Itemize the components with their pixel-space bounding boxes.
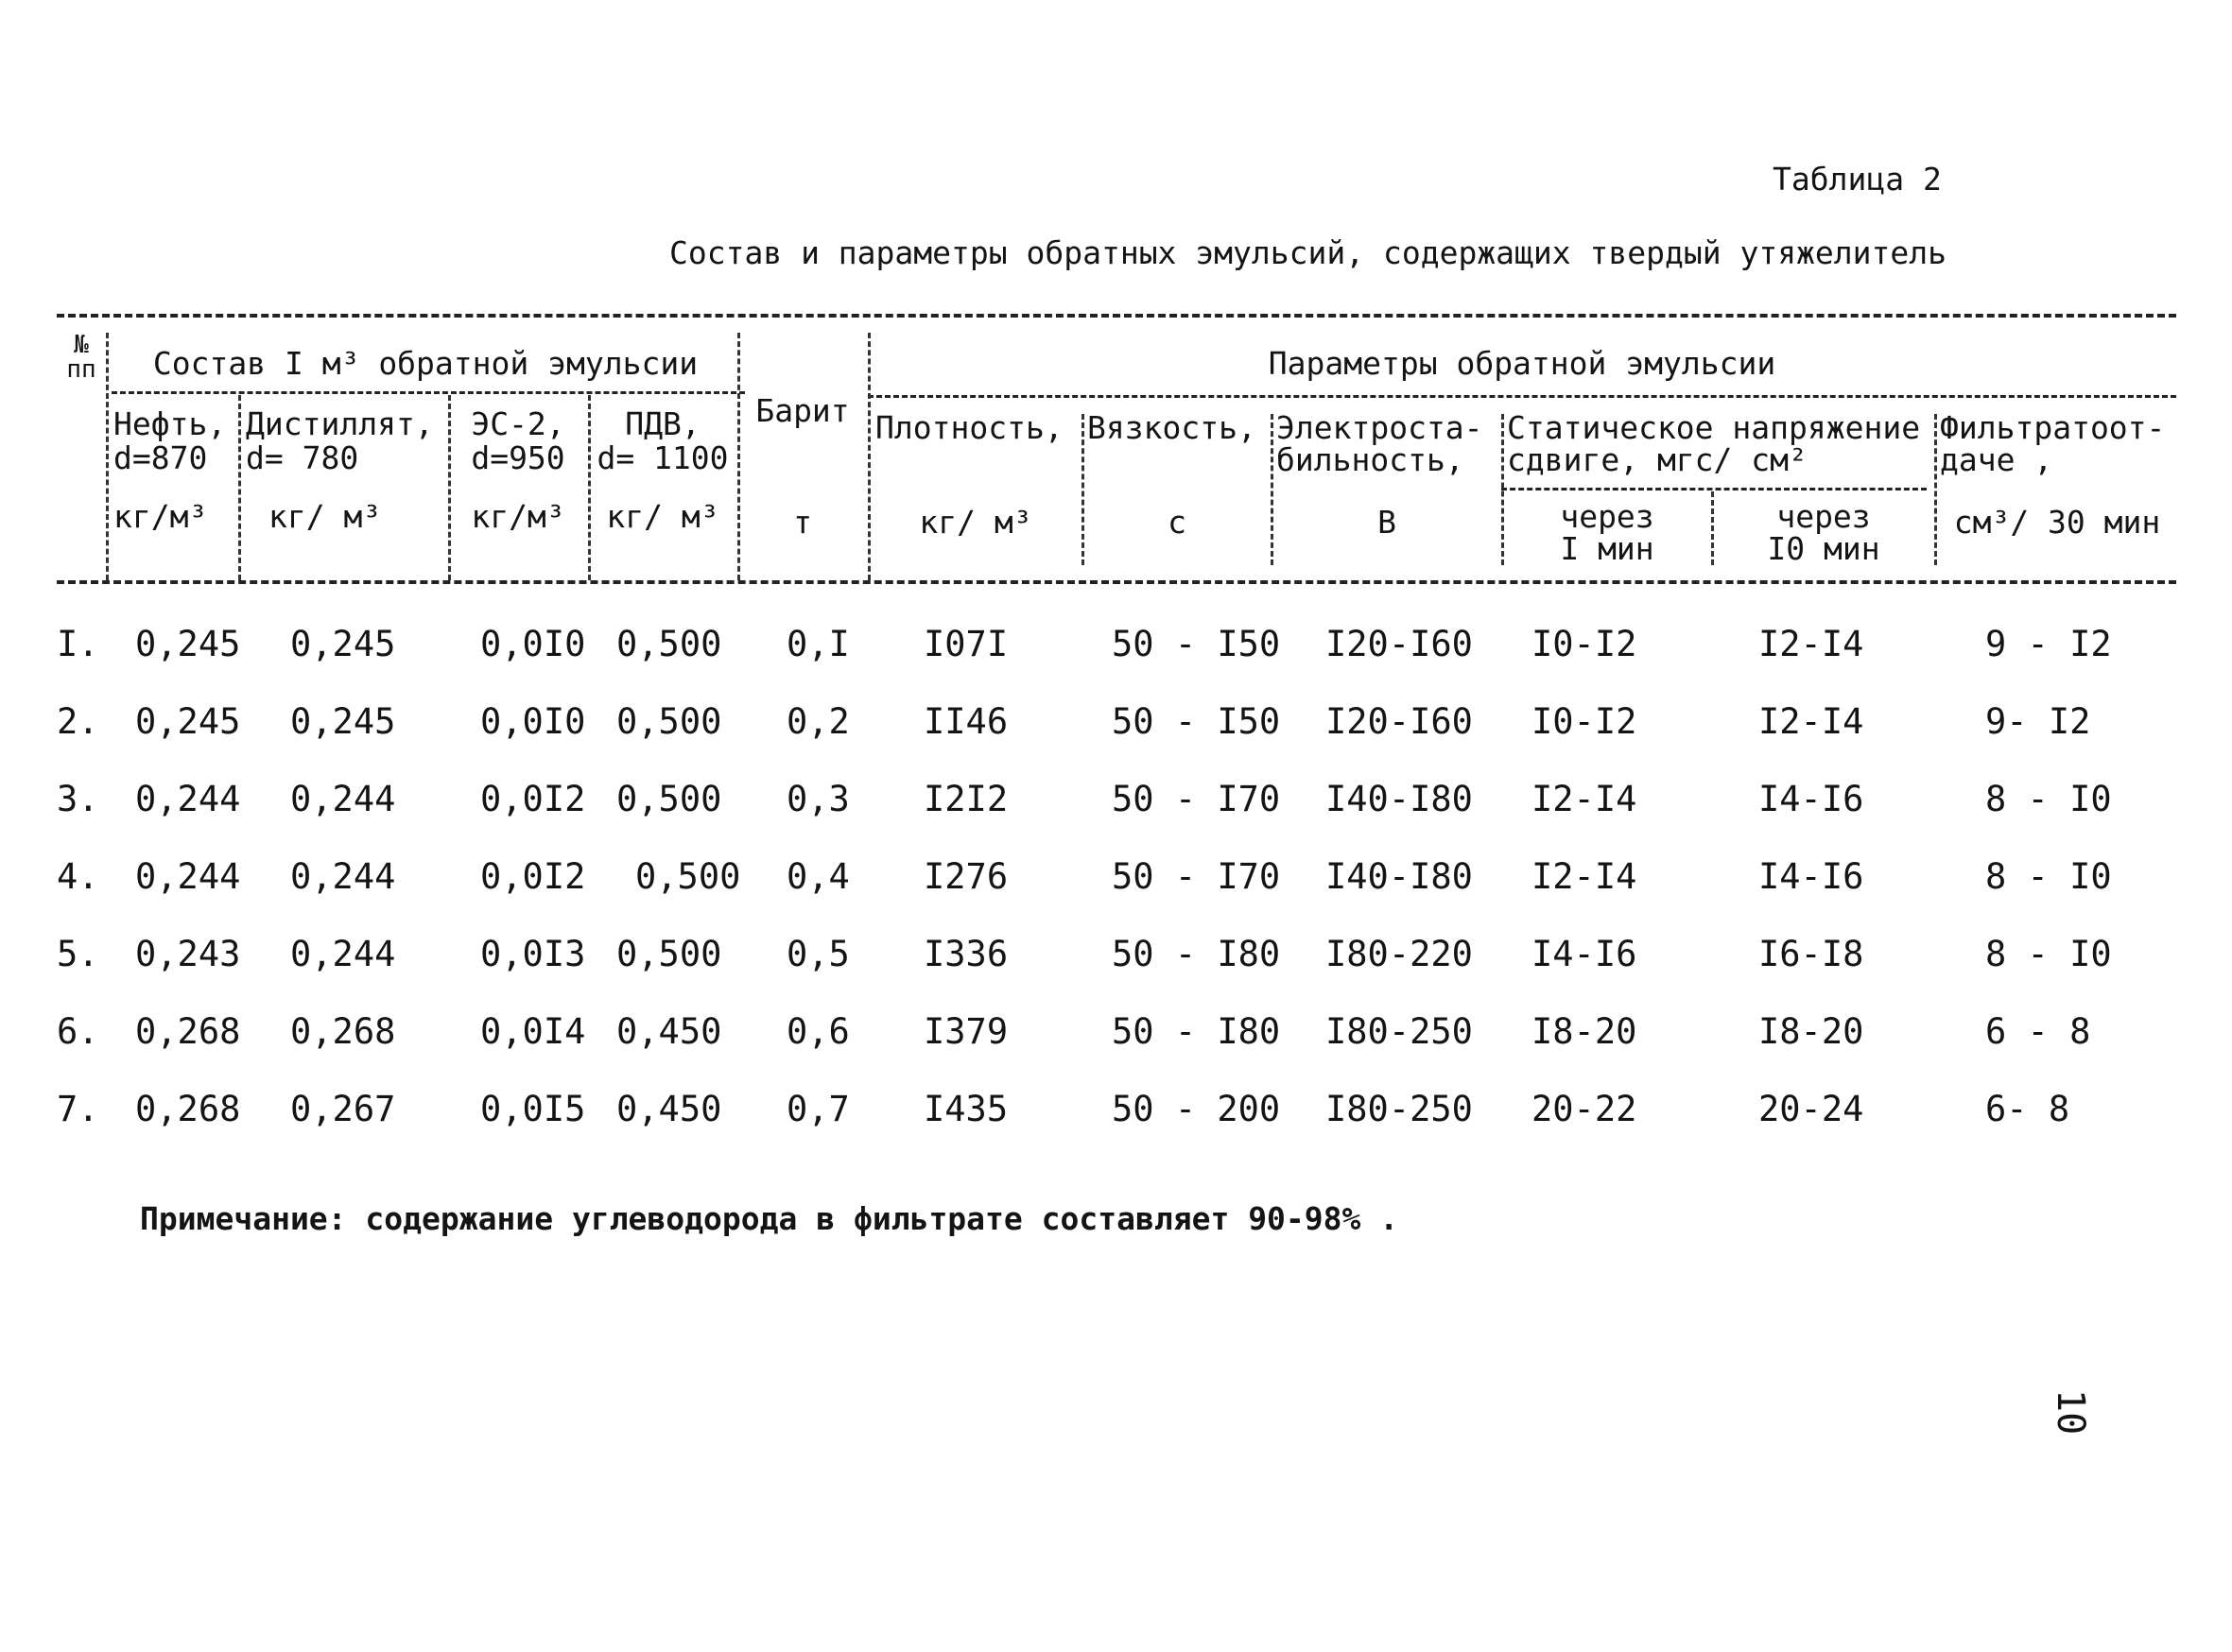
cell-stress-10min: 20-24 [1758, 1089, 1864, 1129]
table-label: Таблица 2 [1773, 161, 1942, 198]
cell-distillate: 0,267 [290, 1089, 396, 1129]
header-barite-unit: т [793, 504, 812, 541]
stress-subheader-rule [1501, 488, 1927, 490]
cell-electrostability: I40-I80 [1325, 779, 1473, 819]
header-electrostability-2: бильность, [1276, 441, 1464, 478]
table-row [0, 624, 2232, 680]
header-filtrate-2: даче , [1940, 441, 2053, 478]
cell-barite: 0,3 [787, 779, 850, 819]
cell-stress-10min: I4-I6 [1758, 779, 1864, 819]
cell-stress-10min: I2-I4 [1758, 624, 1864, 664]
cell-distillate: 0,268 [290, 1011, 396, 1052]
cell-viscosity: 50 - I50 [1112, 624, 1281, 664]
header-distillate-unit: кг/ м³ [268, 498, 382, 535]
header-num: № пп [66, 331, 96, 384]
cell-distillate: 0,244 [290, 856, 396, 897]
header-es2: ЭС-2, [471, 405, 565, 442]
cell-filtrate: 8 - I0 [1985, 856, 2112, 897]
cell-stress-1min: I2-I4 [1531, 856, 1637, 897]
cell-pdv: 0,450 [616, 1011, 722, 1052]
cell-barite: 0,6 [787, 1011, 850, 1052]
cell-num: 2. [57, 701, 99, 742]
cell-pdv: 0,500 [635, 856, 741, 897]
header-filtrate-unit: см³/ 30 мин [1953, 504, 2161, 541]
cell-oil: 0,244 [135, 856, 241, 897]
header-distillate: Дистиллят, [246, 405, 434, 442]
cell-distillate: 0,245 [290, 701, 396, 742]
cell-stress-1min: I4-I6 [1531, 934, 1637, 974]
cell-num: 4. [57, 856, 99, 897]
cell-stress-1min: I0-I2 [1531, 701, 1637, 742]
cell-stress-10min: I6-I8 [1758, 934, 1864, 974]
col-sep [1271, 414, 1273, 565]
header-oil-density: d=870 [113, 439, 208, 476]
table-row [0, 1089, 2232, 1145]
header-static-stress: Статическое напряжение [1507, 409, 1921, 446]
cell-density: I276 [924, 856, 1009, 897]
header-group-composition: Состав I м³ обратной эмульсии [152, 345, 699, 382]
cell-electrostability: I80-250 [1325, 1089, 1473, 1129]
cell-pdv: 0,500 [616, 701, 722, 742]
cell-es2: 0,0I2 [480, 779, 586, 819]
cell-distillate: 0,244 [290, 779, 396, 819]
col-sep [588, 395, 591, 580]
header-static-stress-2: сдвиге, мгс/ см² [1507, 441, 1808, 478]
cell-stress-1min: I0-I2 [1531, 624, 1637, 664]
col-sep [1081, 414, 1084, 565]
cell-electrostability: I20-I60 [1325, 701, 1473, 742]
cell-filtrate: 9 - I2 [1985, 624, 2112, 664]
composition-subheader-rule [112, 391, 745, 394]
page-number: 10 [2049, 1389, 2092, 1436]
cell-num: 7. [57, 1089, 99, 1129]
header-stress-10min-a: через [1776, 498, 1871, 535]
cell-num: 5. [57, 934, 99, 974]
cell-density: I336 [924, 934, 1009, 974]
cell-viscosity: 50 - I80 [1112, 1011, 1281, 1052]
cell-stress-10min: I4-I6 [1758, 856, 1864, 897]
header-pdv-density: d= 1100 [597, 439, 729, 476]
header-density-unit: кг/ м³ [919, 504, 1032, 541]
header-density: Плотность, [875, 409, 1064, 446]
cell-density: II46 [924, 701, 1009, 742]
cell-filtrate: 9- I2 [1985, 701, 2091, 742]
header-barite: Барит [755, 392, 850, 429]
cell-stress-1min: 20-22 [1531, 1089, 1637, 1129]
header-filtrate: Фильтратоот- [1940, 409, 2166, 446]
col-sep [448, 395, 451, 580]
header-oil: Нефть, [113, 405, 227, 442]
col-sep [1934, 414, 1937, 565]
cell-pdv: 0,500 [616, 934, 722, 974]
cell-filtrate: 6- 8 [1985, 1089, 2070, 1129]
cell-barite: 0,5 [787, 934, 850, 974]
header-stress-10min-b: I0 мин [1767, 530, 1880, 567]
cell-viscosity: 50 - I80 [1112, 934, 1281, 974]
col-sep [106, 333, 109, 580]
header-bottom-rule [57, 580, 2176, 584]
cell-barite: 0,I [787, 624, 850, 664]
header-pdv-unit: кг/ м³ [606, 498, 719, 535]
cell-filtrate: 8 - I0 [1985, 779, 2112, 819]
header-pdv: ПДВ, [625, 405, 701, 442]
cell-es2: 0,0I3 [480, 934, 586, 974]
cell-density: I435 [924, 1089, 1009, 1129]
table-row [0, 701, 2232, 758]
cell-oil: 0,268 [135, 1089, 241, 1129]
cell-es2: 0,0I0 [480, 701, 586, 742]
cell-stress-10min: I2-I4 [1758, 701, 1864, 742]
col-sep [737, 333, 740, 580]
cell-num: I. [57, 624, 99, 664]
cell-es2: 0,0I4 [480, 1011, 586, 1052]
header-group-params: Параметры обратной эмульсии [1268, 345, 1776, 382]
document-title: Состав и параметры обратных эмульсий, содержащих твердый утяжелитель [669, 234, 1947, 271]
header-stress-1min-b: I мин [1560, 530, 1654, 567]
cell-oil: 0,268 [135, 1011, 241, 1052]
cell-viscosity: 50 - I50 [1112, 701, 1281, 742]
cell-distillate: 0,245 [290, 624, 396, 664]
cell-electrostability: I20-I60 [1325, 624, 1473, 664]
cell-pdv: 0,500 [616, 779, 722, 819]
header-electrostability: Электроста- [1276, 409, 1483, 446]
cell-filtrate: 8 - I0 [1985, 934, 2112, 974]
header-viscosity: Вязкость, [1087, 409, 1256, 446]
col-sep [238, 395, 241, 580]
cell-barite: 0,4 [787, 856, 850, 897]
cell-viscosity: 50 - I70 [1112, 779, 1281, 819]
col-sep [1711, 491, 1714, 565]
cell-es2: 0,0I0 [480, 624, 586, 664]
cell-num: 3. [57, 779, 99, 819]
header-electrostability-unit: В [1377, 504, 1396, 541]
cell-num: 6. [57, 1011, 99, 1052]
cell-viscosity: 50 - 200 [1112, 1089, 1281, 1129]
header-es2-density: d=950 [471, 439, 565, 476]
header-distillate-density: d= 780 [246, 439, 359, 476]
cell-electrostability: I40-I80 [1325, 856, 1473, 897]
cell-es2: 0,0I2 [480, 856, 586, 897]
header-oil-unit: кг/м³ [113, 498, 208, 535]
cell-es2: 0,0I5 [480, 1089, 586, 1129]
cell-density: I379 [924, 1011, 1009, 1052]
cell-distillate: 0,244 [290, 934, 396, 974]
cell-pdv: 0,500 [616, 624, 722, 664]
cell-viscosity: 50 - I70 [1112, 856, 1281, 897]
cell-barite: 0,7 [787, 1089, 850, 1129]
table-top-rule [57, 314, 2176, 318]
cell-oil: 0,243 [135, 934, 241, 974]
cell-filtrate: 6 - 8 [1985, 1011, 2091, 1052]
table-row [0, 856, 2232, 913]
header-viscosity-unit: с [1168, 504, 1186, 541]
header-es2-unit: кг/м³ [471, 498, 565, 535]
params-subheader-rule [868, 395, 2176, 398]
table-note: Примечание: содержание углеводорода в фильтрате составляет 90-98% . [140, 1200, 1399, 1237]
header-stress-1min-a: через [1560, 498, 1654, 535]
cell-stress-10min: I8-20 [1758, 1011, 1864, 1052]
cell-density: I2I2 [924, 779, 1009, 819]
cell-density: I07I [924, 624, 1009, 664]
cell-stress-1min: I8-20 [1531, 1011, 1637, 1052]
table-row [0, 779, 2232, 835]
cell-electrostability: I80-250 [1325, 1011, 1473, 1052]
col-sep [868, 333, 871, 580]
col-sep [1501, 414, 1504, 565]
table-row [0, 1011, 2232, 1068]
cell-oil: 0,245 [135, 624, 241, 664]
cell-pdv: 0,450 [616, 1089, 722, 1129]
cell-stress-1min: I2-I4 [1531, 779, 1637, 819]
cell-electrostability: I80-220 [1325, 934, 1473, 974]
cell-barite: 0,2 [787, 701, 850, 742]
cell-oil: 0,244 [135, 779, 241, 819]
cell-oil: 0,245 [135, 701, 241, 742]
table-row [0, 934, 2232, 990]
